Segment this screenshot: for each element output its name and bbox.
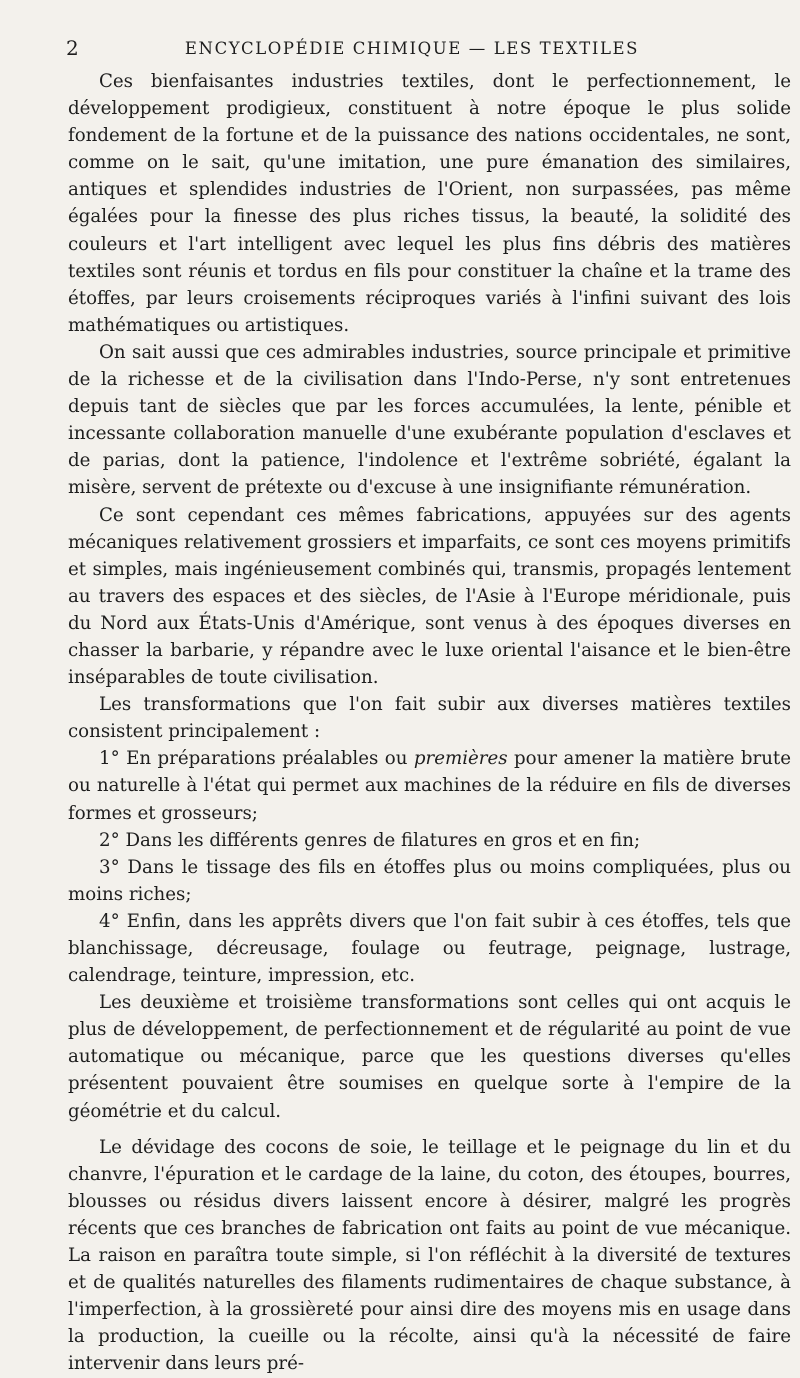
paragraph: Ces bienfaisantes industries textiles, dont le perfectionnement, le développement prodigieux, constituent à notre époque le plus solide fondement de la fortune et de la puissance des nations occidentales, ne sont, comme on le sait, qu'une imitation, une pure émanation des similaires, antiques et splendides industries de l'Orient, non surpassées, pas même égalées pour la finesse des plus riches tissus, la beauté, la solidité des couleurs et l'art intelligent avec lequel les plus fins débris des matières textiles sont réunis et tordus en fils pour constituer la chaîne et la trame des étoffes, par leurs croisements réciproques variés à l'infini suivant des lois mathématiques ou artistiques. [68,71,791,336]
page-number: 2 [66,36,79,60]
list-item-text: 1° En préparations préalables ou [99,748,414,770]
paragraph: Les transformations que l'on fait subir aux diverses matières textiles consistent principalement : [68,694,791,743]
paragraph: Ce sont cependant ces mêmes fabrications, appuyées sur des agents mécaniques relativement grossiers et imparfaits, ce sont ces moyens primitifs et simples, mais ingénieusement combinés qui, transmis, propagés lentement au travers des espaces et des siècles, de l'Asie à l'Europe méridionale, puis du Nord aux États-Unis d'Amérique, sont venus à des époques diverses en chasser la barbarie, y répandre avec le luxe oriental l'aisance et le bien-être inséparables de toute civilisation. [68,504,791,689]
running-title: ENCYCLOPÉDIE CHIMIQUE — LES TEXTILES [184,39,640,58]
paragraph: Les deuxième et troisième transformations sont celles qui ont acquis le plus de développement, de perfectionnement et de régularité au point de vue automatique ou mécanique, parce que les questions diverses qu'elles présentent pouvaient être soumises en quelque sorte à l'empire de la géométrie et du calcul. [68,992,791,1122]
list-item-4: 4° Enfin, dans les apprêts divers que l'on fait subir à ces étoffes, tels que blanchissage, décreusage, foulage ou feutrage, peignage, lustrage, calendrage, teinture, impression, etc. [68,910,791,987]
list-item-1 [68,745,791,826]
page-body [68,68,791,1378]
emphasis-text: premières [413,748,508,770]
list-item-text: pour amener la matière brute ou naturelle à l'état qui permet aux machines de la réduire en fils de diverses formes et grosseurs; [68,748,791,824]
paragraph: On sait aussi que ces admirables industries, source principale et primitive de la richesse et de la civilisation dans l'Indo-Perse, n'y sont entretenues depuis tant de siècles que par les forces accumulées, la lente, pénible et incessante collaboration manuelle d'une exubérante population d'esclaves et de parias, dont la patience, l'indolence et l'extrême sobriété, égalant la misère, servent de prétexte ou d'excuse à une insignifiante rémunération. [68,341,791,499]
page-header [0,36,800,60]
paragraph: Le dévidage des cocons de soie, le teillage et le peignage du lin et du chanvre, l'épuration et le cardage de la laine, du coton, des étoupes, bourres, blousses ou résidus divers laissent encore à désirer, malgré les progrès récents que ces branches de fabrication ont faits au point de vue mécanique. La raison en paraîtra toute simple, si l'on réfléchit à la diversité de textures et de qualités naturelles des filaments rudimentaires de chaque substance, à l'imperfection, à la grossièreté pour ainsi dire des moyens mis en usage dans la production, la cueille ou la récolte, ainsi qu'à la nécessité de faire intervenir dans leurs pré- [68,1136,791,1375]
list-item-2: 2° Dans les différents genres de filatures en gros et en fin; [99,829,641,851]
list-item-3: 3° Dans le tissage des fils en étoffes plus ou moins compliquées, plus ou moins riches; [68,856,791,905]
